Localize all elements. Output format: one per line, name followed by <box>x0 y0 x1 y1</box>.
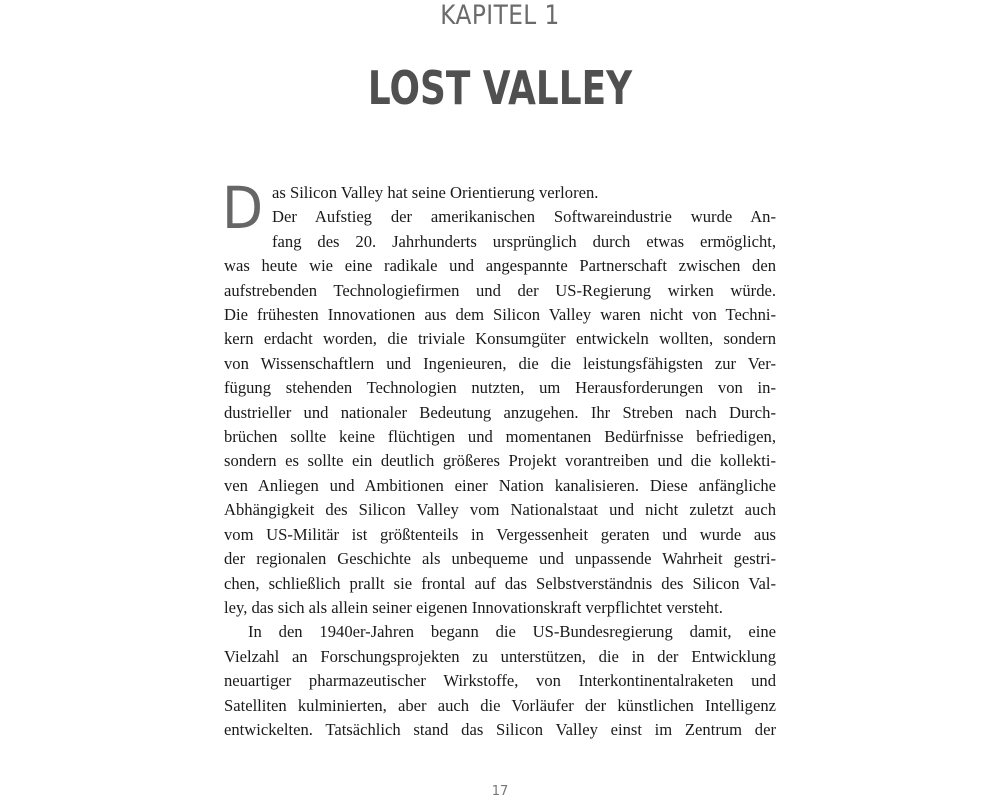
text-line: ven Anliegen und Ambitionen einer Nation kanalisieren. Diese anfängliche <box>224 475 776 495</box>
page-number: 17 <box>491 784 509 799</box>
text-line: chen, schließlich prallt sie frontal auf das Selbstverständnis des Silicon Val- <box>224 573 776 593</box>
text-line: as Silicon Valley hat seine Orientierung verloren. <box>272 183 599 202</box>
chapter-label: KAPITEL 1 <box>440 0 560 31</box>
text-line: Abhängigkeit des Silicon Valley vom Nationalstaat und nicht zuletzt auch <box>224 500 776 520</box>
text-line: fang des 20. Jahrhunderts ursprünglich durch etwas ermöglicht, <box>272 231 776 251</box>
text-line: was heute wie eine radikale und angespannte Partnerschaft zwischen den <box>224 256 776 276</box>
text-line: ley, das sich als allein seiner eigenen Innovationskraft verpflichtet versteht. <box>224 597 723 617</box>
text-line: vom US-Militär ist größtenteils in Vergessenheit geraten und wurde aus <box>224 524 776 544</box>
text-line: der regionalen Geschichte als unbequeme und unpassende Wahrheit gestri- <box>224 549 776 569</box>
text-line: In den 1940er-Jahren begann die US-Bundesregierung damit, eine <box>248 622 776 642</box>
first-paragraph <box>222 174 776 620</box>
body-text <box>222 174 776 742</box>
text-line: Vielzahl an Forschungsprojekten zu unterstützen, die in der Entwicklung <box>224 646 776 666</box>
text-line: entwickelten. Tatsächlich stand das Silicon Valley einst im Zentrum der <box>224 719 776 739</box>
text-line: dustrieller und nationaler Bedeutung anzugehen. Ihr Streben nach Durch- <box>224 402 776 422</box>
text-line: aufstrebenden Technologiefirmen und der US-Regierung wirken würde. <box>224 280 776 300</box>
text-line: Der Aufstieg der amerikanischen Softwareindustrie wurde An- <box>272 207 776 227</box>
second-paragraph <box>224 620 776 742</box>
drop-cap-letter: D <box>222 174 264 242</box>
text-line: sondern es sollte ein deutlich größeres Projekt vorantreiben und die kollekti- <box>224 451 776 471</box>
text-line: fügung stehenden Technologien nutzten, um Herausforderungen von in- <box>224 378 776 398</box>
text-line: brüchen sollte keine flüchtigen und momentanen Bedürfnisse befriedigen, <box>224 427 776 447</box>
text-line: Die frühesten Innovationen aus dem Silicon Valley waren nicht von Techni- <box>224 305 776 325</box>
text-line: neuartiger pharmazeutischer Wirkstoffe, von Interkontinentalraketen und <box>224 671 776 691</box>
chapter-title: LOST VALLEY <box>367 61 633 115</box>
text-line: Satelliten kulminierten, aber auch die Vorläufer der künstlichen Intelligenz <box>224 695 776 715</box>
text-line: kern erdacht worden, die triviale Konsumgüter entwickeln wollten, sondern <box>224 329 776 349</box>
text-line: von Wissenschaftlern und Ingenieuren, die die leistungsfähigsten zur Ver- <box>224 353 776 373</box>
